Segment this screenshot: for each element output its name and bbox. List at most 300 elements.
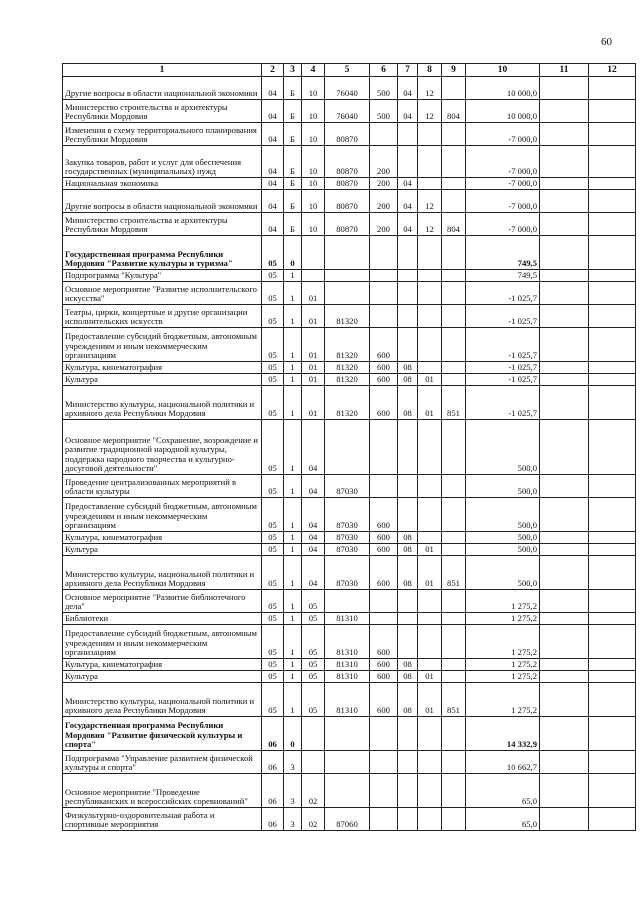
column-12-cell	[589, 236, 636, 270]
row-name-cell: Министерство строительства и архитектуры Республики Мордовия	[63, 213, 262, 236]
column-8-cell	[418, 613, 442, 625]
table-row	[63, 625, 636, 659]
column-4-cell: 04	[302, 498, 325, 532]
column-8-cell	[418, 282, 442, 305]
column-8-cell: 01	[418, 671, 442, 683]
column-2-cell: 06	[262, 717, 284, 751]
column-2-cell: 06	[262, 774, 284, 808]
column-6-cell: 600	[370, 659, 398, 671]
column-12-cell	[589, 613, 636, 625]
column-5-cell: 81320	[325, 386, 370, 420]
column-3-cell: Б	[284, 178, 302, 190]
row-name-cell: Культура, кинематография	[63, 532, 262, 544]
column-6-cell: 600	[370, 683, 398, 717]
column-11-cell	[540, 146, 589, 178]
column-6-cell	[370, 236, 398, 270]
column-3-cell: 0	[284, 717, 302, 751]
column-12-cell	[589, 305, 636, 328]
column-7-cell: 08	[398, 671, 418, 683]
column-12-cell	[589, 475, 636, 498]
column-3-cell: 1	[284, 386, 302, 420]
column-header-12: 12	[589, 64, 636, 77]
column-9-cell	[442, 808, 466, 831]
column-5-cell: 81310	[325, 671, 370, 683]
column-9-cell	[442, 590, 466, 613]
column-6-cell	[370, 305, 398, 328]
column-12-cell	[589, 270, 636, 282]
column-header-7: 7	[398, 64, 418, 77]
column-12-cell	[589, 774, 636, 808]
column-5-cell: 80870	[325, 123, 370, 146]
table-row	[63, 386, 636, 420]
column-9-cell	[442, 613, 466, 625]
column-8-cell	[418, 475, 442, 498]
column-5-cell	[325, 717, 370, 751]
column-7-cell	[398, 123, 418, 146]
column-8-cell: 01	[418, 683, 442, 717]
column-10-cell: -7 000,0	[466, 213, 540, 236]
column-5-cell: 81310	[325, 613, 370, 625]
table-row	[63, 305, 636, 328]
column-5-cell	[325, 282, 370, 305]
column-6-cell: 600	[370, 532, 398, 544]
column-10-cell: -7 000,0	[466, 190, 540, 213]
column-9-cell	[442, 751, 466, 774]
column-10-cell: 10 000,0	[466, 77, 540, 100]
table-row	[63, 683, 636, 717]
column-3-cell: Б	[284, 123, 302, 146]
column-11-cell	[540, 532, 589, 544]
row-name-cell: Проведение централизованных мероприятий в области культуры	[63, 475, 262, 498]
column-9-cell	[442, 420, 466, 475]
column-9-cell	[442, 305, 466, 328]
column-12-cell	[589, 556, 636, 590]
row-name-cell: Государственная программа Республики Мордовия "Развитие физической культуры и спорта"	[63, 717, 262, 751]
column-9-cell	[442, 270, 466, 282]
column-12-cell	[589, 123, 636, 146]
column-5-cell: 80870	[325, 146, 370, 178]
column-10-cell: 749,5	[466, 236, 540, 270]
column-4-cell: 01	[302, 305, 325, 328]
column-6-cell: 200	[370, 190, 398, 213]
column-12-cell	[589, 751, 636, 774]
column-6-cell	[370, 613, 398, 625]
column-11-cell	[540, 420, 589, 475]
column-12-cell	[589, 146, 636, 178]
column-2-cell: 05	[262, 625, 284, 659]
column-5-cell	[325, 774, 370, 808]
column-3-cell: 3	[284, 751, 302, 774]
column-5-cell	[325, 590, 370, 613]
column-11-cell	[540, 717, 589, 751]
row-name-cell: Изменения в схему территориального планирования Республики Мордовия	[63, 123, 262, 146]
column-2-cell: 05	[262, 374, 284, 386]
column-4-cell	[302, 717, 325, 751]
column-10-cell: 10 000,0	[466, 100, 540, 123]
column-header-9: 9	[442, 64, 466, 77]
column-9-cell	[442, 362, 466, 374]
column-5-cell: 81310	[325, 625, 370, 659]
column-2-cell: 05	[262, 590, 284, 613]
column-11-cell	[540, 374, 589, 386]
column-12-cell	[589, 190, 636, 213]
column-7-cell: 08	[398, 386, 418, 420]
column-7-cell: 04	[398, 100, 418, 123]
column-2-cell: 05	[262, 386, 284, 420]
column-2-cell: 05	[262, 420, 284, 475]
column-8-cell: 01	[418, 374, 442, 386]
column-2-cell: 05	[262, 270, 284, 282]
column-3-cell: 1	[284, 362, 302, 374]
table-row	[63, 77, 636, 100]
column-5-cell: 81310	[325, 659, 370, 671]
column-header-3: 3	[284, 64, 302, 77]
row-name-cell: Министерство культуры, национальной политики и архивного дела Республики Мордовия	[63, 683, 262, 717]
column-10-cell: 1 275,2	[466, 613, 540, 625]
column-11-cell	[540, 282, 589, 305]
column-6-cell	[370, 475, 398, 498]
column-header-11: 11	[540, 64, 589, 77]
column-11-cell	[540, 671, 589, 683]
column-7-cell	[398, 498, 418, 532]
column-12-cell	[589, 671, 636, 683]
column-9-cell: 851	[442, 386, 466, 420]
column-10-cell: 1 275,2	[466, 625, 540, 659]
column-5-cell	[325, 236, 370, 270]
row-name-cell: Предоставление субсидий бюджетным, автономным учреждениям и иным некоммерческим организациям	[63, 625, 262, 659]
row-name-cell: Основное мероприятие "Развитие исполнительского искусства"	[63, 282, 262, 305]
column-8-cell	[418, 774, 442, 808]
row-name-cell: Другие вопросы в области национальной экономики	[63, 77, 262, 100]
column-2-cell: 05	[262, 659, 284, 671]
table-row	[63, 270, 636, 282]
column-4-cell: 10	[302, 190, 325, 213]
column-3-cell: Б	[284, 100, 302, 123]
column-2-cell: 04	[262, 178, 284, 190]
column-9-cell	[442, 146, 466, 178]
column-11-cell	[540, 556, 589, 590]
column-8-cell: 12	[418, 77, 442, 100]
column-4-cell: 10	[302, 100, 325, 123]
row-name-cell: Культура, кинематография	[63, 362, 262, 374]
column-header-8: 8	[418, 64, 442, 77]
column-7-cell	[398, 305, 418, 328]
column-9-cell	[442, 544, 466, 556]
column-9-cell	[442, 178, 466, 190]
column-10-cell: 500,0	[466, 420, 540, 475]
column-12-cell	[589, 808, 636, 831]
column-7-cell: 08	[398, 532, 418, 544]
column-8-cell	[418, 717, 442, 751]
column-6-cell: 600	[370, 625, 398, 659]
column-7-cell: 08	[398, 556, 418, 590]
page-number: 60	[601, 36, 612, 48]
column-header-4: 4	[302, 64, 325, 77]
column-3-cell: 1	[284, 305, 302, 328]
column-8-cell: 01	[418, 544, 442, 556]
column-2-cell: 04	[262, 123, 284, 146]
column-6-cell	[370, 717, 398, 751]
column-6-cell: 600	[370, 374, 398, 386]
column-6-cell: 600	[370, 386, 398, 420]
column-10-cell: 1 275,2	[466, 671, 540, 683]
column-8-cell: 01	[418, 556, 442, 590]
table-row	[63, 178, 636, 190]
column-11-cell	[540, 590, 589, 613]
column-6-cell	[370, 751, 398, 774]
row-name-cell: Подпрограмма "Культура"	[63, 270, 262, 282]
column-11-cell	[540, 625, 589, 659]
column-8-cell	[418, 532, 442, 544]
column-3-cell: Б	[284, 213, 302, 236]
column-2-cell: 05	[262, 236, 284, 270]
table-row	[63, 282, 636, 305]
column-3-cell: 1	[284, 625, 302, 659]
column-8-cell	[418, 625, 442, 659]
table-row	[63, 671, 636, 683]
row-name-cell: Физкультурно-оздоровительная работа и спортивные мероприятия	[63, 808, 262, 831]
column-4-cell: 04	[302, 475, 325, 498]
column-2-cell: 04	[262, 146, 284, 178]
column-3-cell: 1	[284, 683, 302, 717]
column-3-cell: 1	[284, 590, 302, 613]
column-12-cell	[589, 213, 636, 236]
column-11-cell	[540, 178, 589, 190]
column-4-cell: 10	[302, 123, 325, 146]
column-3-cell: 1	[284, 556, 302, 590]
table-row	[63, 420, 636, 475]
column-6-cell: 200	[370, 213, 398, 236]
column-9-cell	[442, 774, 466, 808]
column-11-cell	[540, 386, 589, 420]
column-11-cell	[540, 808, 589, 831]
column-6-cell: 200	[370, 146, 398, 178]
column-4-cell: 01	[302, 282, 325, 305]
column-12-cell	[589, 717, 636, 751]
column-3-cell: 1	[284, 475, 302, 498]
column-4-cell	[302, 236, 325, 270]
row-name-cell: Предоставление субсидий бюджетным, автономным учреждениям и иным некоммерческим организациям	[63, 498, 262, 532]
column-12-cell	[589, 590, 636, 613]
column-9-cell	[442, 77, 466, 100]
column-2-cell: 05	[262, 498, 284, 532]
column-7-cell: 04	[398, 190, 418, 213]
column-7-cell	[398, 236, 418, 270]
table-row	[63, 751, 636, 774]
column-9-cell: 804	[442, 213, 466, 236]
table-row	[63, 236, 636, 270]
column-11-cell	[540, 544, 589, 556]
row-name-cell: Театры, цирки, концертные и другие организации исполнительских искусств	[63, 305, 262, 328]
column-2-cell: 05	[262, 544, 284, 556]
column-6-cell: 600	[370, 671, 398, 683]
column-4-cell: 05	[302, 625, 325, 659]
column-12-cell	[589, 386, 636, 420]
column-8-cell	[418, 328, 442, 362]
column-2-cell: 05	[262, 305, 284, 328]
column-12-cell	[589, 683, 636, 717]
column-6-cell: 600	[370, 556, 398, 590]
column-5-cell: 76040	[325, 77, 370, 100]
column-6-cell: 600	[370, 362, 398, 374]
column-4-cell: 10	[302, 213, 325, 236]
column-12-cell	[589, 100, 636, 123]
column-8-cell	[418, 420, 442, 475]
header-row	[63, 64, 636, 77]
column-10-cell: 749,5	[466, 270, 540, 282]
column-2-cell: 04	[262, 213, 284, 236]
column-12-cell	[589, 178, 636, 190]
column-8-cell: 01	[418, 386, 442, 420]
row-name-cell: Основное мероприятие "Развитие библиотечного дела"	[63, 590, 262, 613]
row-name-cell: Министерство строительства и архитектуры Республики Мордовия	[63, 100, 262, 123]
column-9-cell	[442, 475, 466, 498]
column-6-cell: 500	[370, 100, 398, 123]
column-11-cell	[540, 362, 589, 374]
column-11-cell	[540, 683, 589, 717]
column-10-cell: 65,0	[466, 774, 540, 808]
column-9-cell	[442, 374, 466, 386]
column-7-cell: 08	[398, 374, 418, 386]
column-10-cell: -7 000,0	[466, 123, 540, 146]
column-4-cell: 10	[302, 178, 325, 190]
column-8-cell	[418, 146, 442, 178]
column-4-cell: 05	[302, 613, 325, 625]
column-3-cell: 1	[284, 374, 302, 386]
column-7-cell: 08	[398, 683, 418, 717]
column-7-cell: 04	[398, 77, 418, 100]
column-11-cell	[540, 751, 589, 774]
column-7-cell: 08	[398, 659, 418, 671]
column-4-cell: 05	[302, 671, 325, 683]
column-2-cell: 05	[262, 282, 284, 305]
column-10-cell: -7 000,0	[466, 146, 540, 178]
column-header-2: 2	[262, 64, 284, 77]
column-4-cell: 02	[302, 808, 325, 831]
column-4-cell: 10	[302, 146, 325, 178]
column-4-cell: 01	[302, 328, 325, 362]
column-10-cell: 65,0	[466, 808, 540, 831]
column-7-cell	[398, 625, 418, 659]
column-11-cell	[540, 613, 589, 625]
column-10-cell: 1 275,2	[466, 683, 540, 717]
column-10-cell: 500,0	[466, 532, 540, 544]
column-8-cell	[418, 498, 442, 532]
column-11-cell	[540, 328, 589, 362]
column-10-cell: -1 025,7	[466, 282, 540, 305]
column-9-cell: 851	[442, 683, 466, 717]
column-8-cell: 12	[418, 100, 442, 123]
column-4-cell: 04	[302, 544, 325, 556]
table-row	[63, 717, 636, 751]
column-8-cell	[418, 590, 442, 613]
column-5-cell: 80870	[325, 213, 370, 236]
column-7-cell	[398, 282, 418, 305]
table-body	[63, 77, 636, 831]
column-4-cell: 04	[302, 420, 325, 475]
row-name-cell: Культура	[63, 374, 262, 386]
column-8-cell	[418, 236, 442, 270]
column-12-cell	[589, 420, 636, 475]
column-9-cell	[442, 659, 466, 671]
column-10-cell: -7 000,0	[466, 178, 540, 190]
column-8-cell: 12	[418, 213, 442, 236]
column-5-cell: 87030	[325, 475, 370, 498]
column-11-cell	[540, 305, 589, 328]
row-name-cell: Основное мероприятие "Проведение республиканских и всероссийских соревнований"	[63, 774, 262, 808]
column-9-cell	[442, 282, 466, 305]
column-9-cell	[442, 671, 466, 683]
column-11-cell	[540, 774, 589, 808]
column-5-cell: 76040	[325, 100, 370, 123]
column-4-cell: 04	[302, 556, 325, 590]
column-5-cell: 87060	[325, 808, 370, 831]
column-7-cell	[398, 146, 418, 178]
column-10-cell: -1 025,7	[466, 328, 540, 362]
row-name-cell: Основное мероприятие "Сохранение, возрождение и развитие традиционной народной культуры, поддержка народного творчества и культурно-досуговой деятельности"	[63, 420, 262, 475]
column-4-cell: 05	[302, 659, 325, 671]
column-10-cell: 500,0	[466, 556, 540, 590]
row-name-cell: Другие вопросы в области национальной экономики	[63, 190, 262, 213]
table-row	[63, 544, 636, 556]
column-3-cell: 3	[284, 774, 302, 808]
column-11-cell	[540, 270, 589, 282]
column-7-cell: 04	[398, 213, 418, 236]
column-6-cell	[370, 282, 398, 305]
column-11-cell	[540, 475, 589, 498]
table-row	[63, 328, 636, 362]
column-5-cell: 80870	[325, 190, 370, 213]
budget-table	[62, 63, 636, 831]
column-11-cell	[540, 100, 589, 123]
column-3-cell: 0	[284, 236, 302, 270]
column-9-cell	[442, 498, 466, 532]
column-4-cell: 05	[302, 683, 325, 717]
column-10-cell: 1 275,2	[466, 590, 540, 613]
column-5-cell: 81320	[325, 374, 370, 386]
column-12-cell	[589, 544, 636, 556]
column-7-cell	[398, 751, 418, 774]
table-row	[63, 590, 636, 613]
column-9-cell: 804	[442, 100, 466, 123]
column-6-cell	[370, 774, 398, 808]
column-8-cell	[418, 659, 442, 671]
row-name-cell: Предоставление субсидий бюджетным, автономным учреждениям и иным некоммерческим организациям	[63, 328, 262, 362]
column-3-cell: 1	[284, 328, 302, 362]
column-8-cell	[418, 270, 442, 282]
column-8-cell	[418, 751, 442, 774]
column-7-cell	[398, 590, 418, 613]
column-8-cell	[418, 362, 442, 374]
column-3-cell: 1	[284, 282, 302, 305]
column-2-cell: 06	[262, 808, 284, 831]
column-10-cell: 14 332,9	[466, 717, 540, 751]
column-11-cell	[540, 236, 589, 270]
column-8-cell	[418, 305, 442, 328]
table-row	[63, 808, 636, 831]
column-11-cell	[540, 190, 589, 213]
row-name-cell: Культура, кинематография	[63, 659, 262, 671]
column-8-cell	[418, 808, 442, 831]
row-name-cell: Закупка товаров, работ и услуг для обеспечения государственных (муниципальных) нужд	[63, 146, 262, 178]
column-5-cell: 81320	[325, 305, 370, 328]
column-header-5: 5	[325, 64, 370, 77]
column-12-cell	[589, 532, 636, 544]
row-name-cell: Государственная программа Республики Мордовия "Развитие культуры и туризма"	[63, 236, 262, 270]
column-6-cell: 200	[370, 178, 398, 190]
column-9-cell: 851	[442, 556, 466, 590]
column-6-cell: 600	[370, 498, 398, 532]
